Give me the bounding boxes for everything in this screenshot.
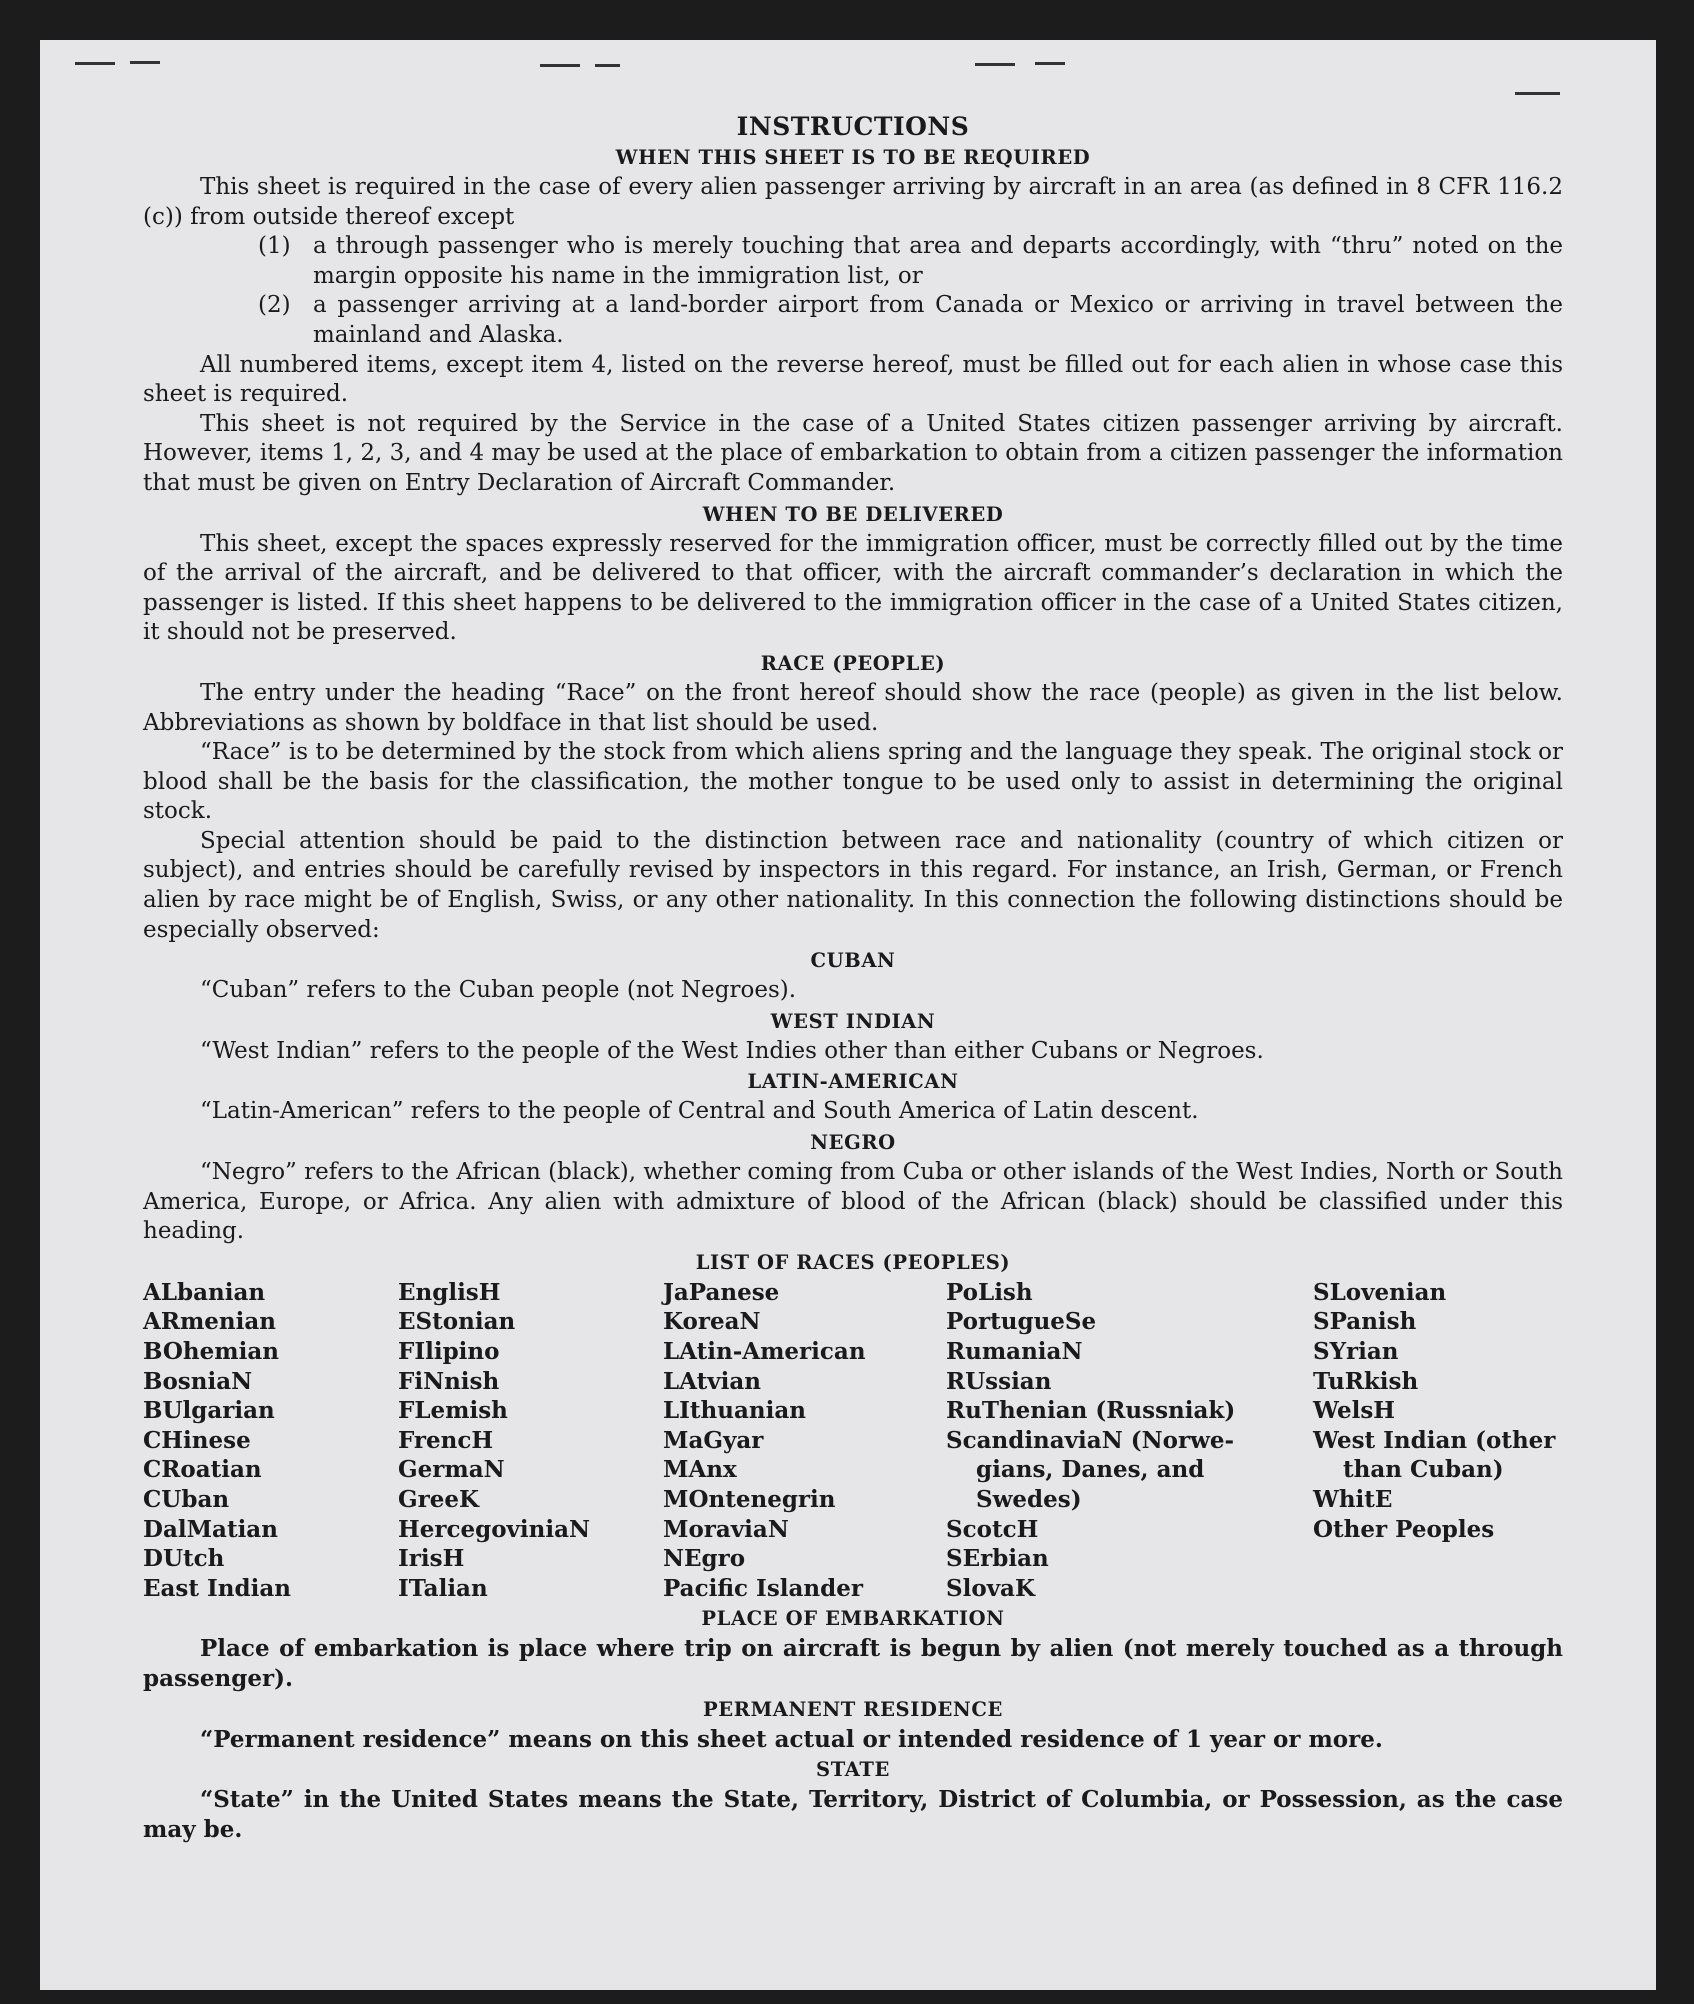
race-entry: IrisH: [398, 1545, 465, 1573]
race-entry: West Indian (other: [1313, 1426, 1556, 1454]
scan-mark: [1515, 92, 1560, 95]
race-entry: EnglisH: [398, 1278, 501, 1306]
heading-west-indian: WEST INDIAN: [770, 1009, 936, 1033]
race-entry: ScandinaviaN (Norwe-: [946, 1426, 1235, 1454]
race-entry: DalMatian: [143, 1515, 278, 1543]
race-entry: ScotcH: [946, 1515, 1039, 1543]
heading-delivered: WHEN TO BE DELIVERED: [702, 502, 1004, 526]
race-para-1: The entry under the heading “Race” on the front hereof should show the race (people) as given in the list below. Abbreviations as shown by boldface in that list should be used.: [143, 679, 1563, 736]
race-entry: CRoatian: [143, 1456, 262, 1484]
exception-number: (1): [258, 233, 291, 260]
races-column: [663, 1278, 946, 1604]
races-column: [398, 1278, 663, 1604]
heading-race: RACE (PEOPLE): [760, 651, 946, 675]
race-entry: LAtin-American: [663, 1338, 866, 1365]
negro-text: “Negro” refers to the African (black), whether coming from Cuba or other islands of the West Indies, North or South America, Europe, or Africa. Any alien with admixture of blood of the African (black) should be classified under this heading.: [143, 1159, 1563, 1245]
race-entry: GreeK: [398, 1485, 480, 1513]
race-entry: Other Peoples: [1313, 1515, 1495, 1543]
race-entry: SYrian: [1313, 1338, 1399, 1365]
scan-mark: [1035, 62, 1065, 65]
races-list: [143, 1278, 1563, 1604]
race-entry: ITalian: [398, 1574, 488, 1602]
race-entry: HercegoviniaN: [398, 1515, 591, 1543]
race-entry: FIlipino: [398, 1338, 500, 1365]
race-entry: SLovenian: [1313, 1278, 1447, 1306]
race-entry: CUban: [143, 1485, 230, 1513]
heading-negro: NEGRO: [810, 1131, 896, 1155]
race-entry: RuThenian (Russniak): [946, 1397, 1236, 1425]
exception-item: [143, 232, 1563, 291]
race-entry: MoraviaN: [663, 1515, 789, 1543]
embarkation-text: Place of embarkation is place where trip on aircraft is begun by alien (not merely touched as a through passenger).: [143, 1635, 1563, 1692]
race-para-2: “Race” is to be determined by the stock from which aliens spring and the language they speak. The original stock or blood shall be the basis for the classification, the mother tongue to be used only to assist in determining the original stock.: [143, 739, 1563, 825]
races-column: [143, 1278, 398, 1604]
race-entry: East Indian: [143, 1574, 291, 1602]
race-entry: Pacific Islander: [663, 1574, 863, 1602]
exception-number: (2): [258, 292, 291, 319]
exception-text: a passenger arriving at a land-border airport from Canada or Mexico or arriving in travel between the mainland and Alaska.: [313, 292, 1563, 348]
race-entry: DUtch: [143, 1545, 225, 1573]
race-entry: KoreaN: [663, 1308, 761, 1336]
race-entry: MaGyar: [663, 1426, 764, 1454]
document-page: [40, 40, 1656, 1990]
race-entry: SlovaK: [946, 1574, 1035, 1602]
latin-american-text: “Latin-American” refers to the people of Central and South America of Latin descent.: [200, 1098, 1199, 1125]
race-entry: BUlgarian: [143, 1397, 275, 1425]
race-entry: RUssian: [946, 1367, 1052, 1395]
race-entry: MOntenegrin: [663, 1485, 836, 1513]
race-entry: GermaN: [398, 1456, 505, 1484]
heading-list-of-races: LIST OF RACES (PEOPLES): [695, 1250, 1011, 1274]
race-entry: WhitE: [1313, 1485, 1393, 1513]
delivered-text: This sheet, except the spaces expressly reserved for the immigration officer, must be correctly filled out by the time of the arrival of the aircraft, and be delivered to that officer, with the aircraft commander’s declaration in which the passenger is listed. If this sheet happens to be delivered to the immigration officer in the case of a United States citizen, it should not be preserved.: [143, 530, 1563, 646]
race-entry: EStonian: [398, 1308, 516, 1336]
race-entry: RumaniaN: [946, 1338, 1083, 1365]
heading-state: STATE: [816, 1758, 890, 1782]
race-entry: WelsH: [1313, 1397, 1396, 1425]
race-entry: PoLish: [946, 1278, 1033, 1306]
heading-required: WHEN THIS SHEET IS TO BE REQUIRED: [615, 146, 1091, 169]
races-column: [946, 1278, 1313, 1604]
race-entry: FrencH: [398, 1426, 494, 1454]
required-para-citizen: This sheet is not required by the Service in the case of a United States citizen passenger arriving by aircraft. However, items 1, 2, 3, and 4 may be used at the place of embarkation to obtain from a citizen passenger the information that must be given on Entry Declaration of Aircraft Commander.: [143, 410, 1563, 496]
race-entry: TuRkish: [1313, 1367, 1419, 1395]
scan-mark: [540, 64, 580, 67]
race-entry: LAtvian: [663, 1367, 761, 1395]
heading-cuban: CUBAN: [810, 949, 896, 973]
race-entry: MAnx: [663, 1456, 737, 1484]
race-entry: Swedes): [976, 1485, 1082, 1513]
residence-text: “Permanent residence” means on this sheet actual or intended residence of 1 year or more.: [200, 1725, 1383, 1753]
race-entry: PortugueSe: [946, 1308, 1097, 1336]
race-entry: JaPanese: [663, 1278, 780, 1306]
race-entry: LIthuanian: [663, 1397, 806, 1425]
race-entry: SPanish: [1313, 1308, 1417, 1336]
exception-text: a through passenger who is merely touching that area and departs accordingly, with “thru” noted on the margin opposite his name in the immigration list, or: [313, 233, 1563, 289]
heading-permanent-residence: PERMANENT RESIDENCE: [703, 1697, 1003, 1721]
scan-mark: [130, 61, 160, 64]
race-para-3: Special attention should be paid to the distinction between race and nationality (country of which citizen or subject), and entries should be carefully revised by inspectors in this regard. For instance, an Irish, German, or French alien by race might be of English, Swiss, or any other nationality. In this connection the following distinctions should be especially observed:: [143, 827, 1563, 943]
west-indian-text: “West Indian” refers to the people of the West Indies other than either Cubans or Negroes.: [200, 1037, 1264, 1064]
required-intro: This sheet is required in the case of every alien passenger arriving by aircraft in an area (as defined in 8 CFR 116.2 (c)) from outside thereof except: [143, 174, 1563, 230]
race-entry: BosniaN: [143, 1367, 253, 1395]
race-entry: BOhemian: [143, 1338, 279, 1365]
race-entry: NEgro: [663, 1545, 746, 1573]
page-title: INSTRUCTIONS: [736, 112, 970, 141]
heading-embarkation: PLACE OF EMBARKATION: [701, 1607, 1005, 1631]
instructions-content: [143, 112, 1563, 1844]
scan-mark: [75, 62, 115, 65]
race-entry: ALbanian: [143, 1278, 266, 1306]
exception-item: [143, 291, 1563, 350]
cuban-text: “Cuban” refers to the Cuban people (not Negroes).: [200, 977, 797, 1004]
race-entry: ARmenian: [143, 1308, 277, 1336]
state-text: “State” in the United States means the State, Territory, District of Columbia, or Possession, as the case may be.: [143, 1786, 1563, 1843]
scan-mark: [595, 64, 620, 67]
heading-latin-american: LATIN-AMERICAN: [747, 1070, 959, 1094]
required-para-numbered-items: All numbered items, except item 4, listed on the reverse hereof, must be filled out for each alien in whose case this sheet is required.: [143, 351, 1563, 408]
races-column: [1313, 1278, 1563, 1604]
race-entry: SErbian: [946, 1545, 1049, 1573]
scan-mark: [975, 63, 1015, 66]
race-entry: FiNnish: [398, 1367, 500, 1395]
race-entry: FLemish: [398, 1397, 508, 1425]
race-entry: CHinese: [143, 1426, 251, 1454]
race-entry: gians, Danes, and: [976, 1456, 1205, 1484]
race-entry: than Cuban): [1343, 1456, 1504, 1484]
